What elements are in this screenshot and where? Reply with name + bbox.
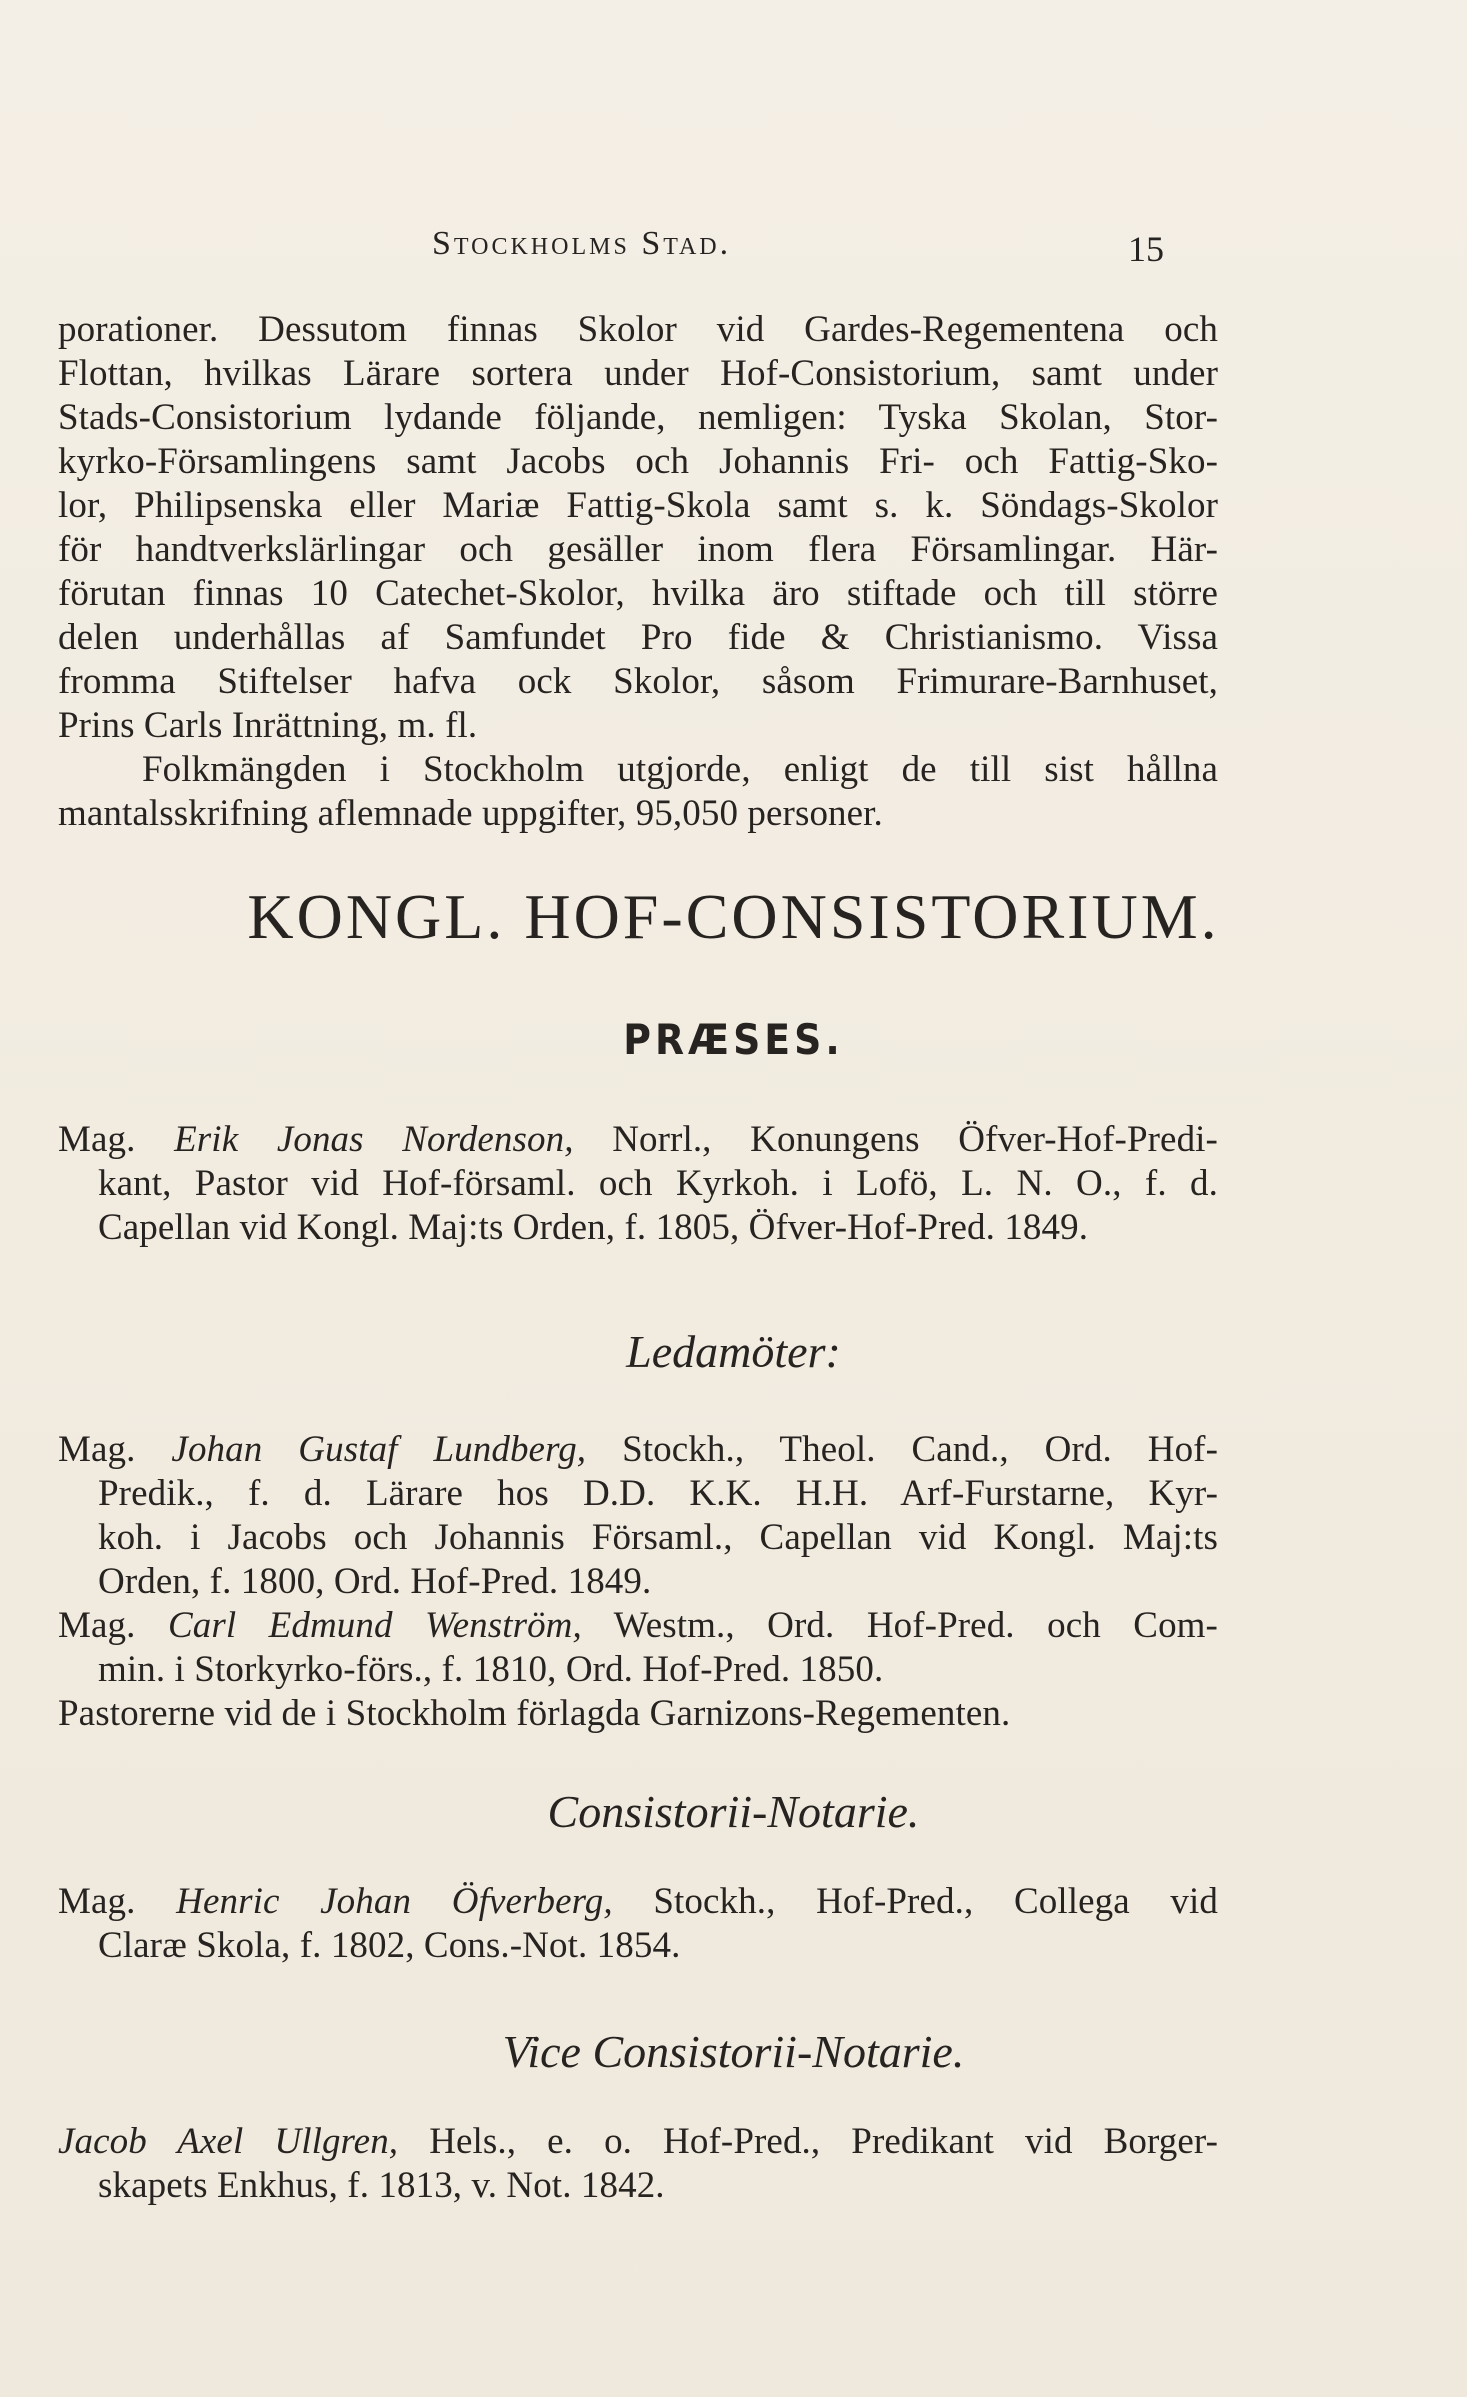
text-line: min. i Storkyrko-förs., f. 1810, Ord. Hof-Pred. 1850.	[98, 1649, 884, 1690]
title-prefix: Mag.	[58, 1429, 136, 1470]
entry-text: Stockh., Theol. Cand., Ord. Hof-	[622, 1429, 1219, 1470]
title-prefix: Mag.	[58, 1881, 136, 1922]
text-line: förutan finnas 10 Catechet-Skolor, hvilka äro stiftade och till större	[58, 573, 1218, 614]
vice-notarie-entry	[58, 2120, 1218, 2208]
text-line: kant, Pastor vid Hof-församl. och Kyrkoh. i Lofö, L. N. O., f. d.	[98, 1163, 1218, 1204]
text-line: porationer. Dessutom finnas Skolor vid Gardes-Regementena och	[58, 309, 1218, 350]
text-line: kyrko-Församlingens samt Jacobs och Johannis Fri- och Fattig-Sko-	[58, 441, 1218, 482]
text-line: fromma Stiftelser hafva ock Skolor, såsom Frimurare-Barnhuset,	[58, 661, 1218, 702]
ledamoter-list	[58, 1428, 1218, 1736]
text-line: Predik., f. d. Lärare hos D.D. K.K. H.H. Arf-Furstarne, Kyr-	[98, 1473, 1218, 1514]
text-line: för handtverkslärlingar och gesäller inom flera Församlingar. Här-	[58, 529, 1218, 570]
entry-first-line	[58, 1118, 1218, 1162]
text-line: Orden, f. 1800, Ord. Hof-Pred. 1849.	[98, 1561, 652, 1602]
text-line: Folkmängden i Stockholm utgjorde, enligt de till sist hållna	[142, 749, 1218, 790]
entry-text: Stockh., Hof-Pred., Collega vid	[653, 1881, 1218, 1922]
notarie-entry	[58, 1880, 1218, 1968]
entry-text: Hels., e. o. Hof-Pred., Predikant vid Borger-	[429, 2121, 1218, 2162]
vice-notarie-heading: Vice Consistorii-Notarie.	[502, 2026, 965, 2077]
text-line: Claræ Skola, f. 1802, Cons.-Not. 1854.	[98, 1925, 681, 1966]
entry-first-line	[58, 1880, 1218, 1924]
text-line: skapets Enkhus, f. 1813, v. Not. 1842.	[98, 2165, 665, 2206]
section-title: KONGL. HOF-CONSISTORIUM.	[247, 881, 1220, 952]
person-name: Carl Edmund Wenström,	[167, 1605, 582, 1646]
person-name: Jacob Axel Ullgren,	[58, 2121, 399, 2162]
text-line: lor, Philipsenska eller Mariæ Fattig-Skola samt s. k. Söndags-Skolor	[58, 485, 1218, 526]
entry-first-line	[58, 2120, 1218, 2164]
text-line: Stads-Consistorium lydande följande, nemligen: Tyska Skolan, Stor-	[58, 397, 1218, 438]
text-line: Prins Carls Inrättning, m. fl.	[58, 705, 478, 746]
text-line: koh. i Jacobs och Johannis Församl., Capellan vid Kongl. Maj:ts	[98, 1517, 1218, 1558]
page-number: 15	[1128, 229, 1164, 269]
person-name: Henric Johan Öfverberg,	[176, 1881, 613, 1922]
entry-text: Westm., Ord. Hof-Pred. och Com-	[613, 1605, 1218, 1646]
intro-paragraph	[58, 308, 1218, 836]
praeses-heading: PRÆSES.	[623, 1015, 844, 1064]
entry-text: Norrl., Konungens Öfver-Hof-Predi-	[612, 1119, 1218, 1160]
running-head: Stockholms Stad.	[432, 225, 732, 262]
title-prefix: Mag.	[58, 1119, 136, 1160]
person-name: Johan Gustaf Lundberg,	[171, 1429, 587, 1470]
text-line: delen underhållas af Samfundet Pro fide & Christianismo. Vissa	[58, 617, 1218, 658]
entry-first-line	[58, 1428, 1218, 1472]
ledamoter-heading: Ledamöter:	[626, 1326, 841, 1377]
notarie-heading: Consistorii-Notarie.	[547, 1786, 920, 1837]
note-line: Pastorerne vid de i Stockholm förlagda Garnizons-Regementen.	[58, 1693, 1011, 1734]
text-line: Flottan, hvilkas Lärare sortera under Hof-Consistorium, samt under	[58, 353, 1218, 394]
text-line: Capellan vid Kongl. Maj:ts Orden, f. 1805, Öfver-Hof-Pred. 1849.	[98, 1207, 1089, 1248]
text-line: mantalsskrifning aflemnade uppgifter, 95,050 personer.	[58, 793, 883, 834]
praeses-entry	[58, 1118, 1218, 1250]
person-name: Erik Jonas Nordenson,	[174, 1119, 574, 1160]
title-prefix: Mag.	[58, 1605, 136, 1646]
entry-first-line	[58, 1604, 1218, 1648]
